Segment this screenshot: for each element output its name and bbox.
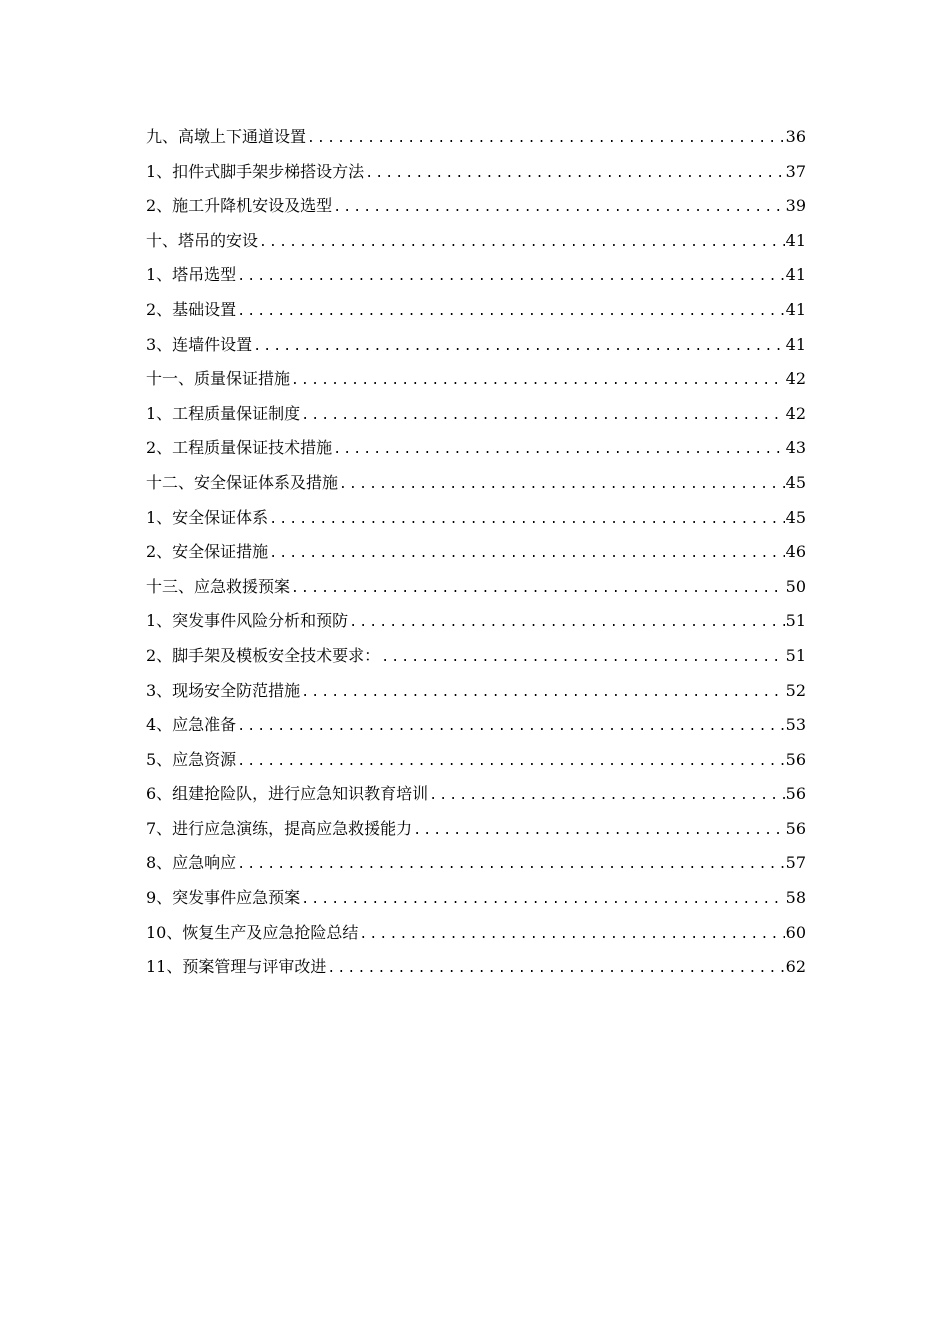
toc-entry-page: 41 [785,265,806,285]
toc-entry-page: 56 [785,818,806,838]
toc-entry[interactable] [146,260,806,295]
toc-entry-title: 十、塔吊的安设 [146,230,259,250]
toc-entry-title: 5、应急资源 [146,749,237,769]
toc-entry-page: 57 [785,853,806,873]
toc-entry-page: 41 [785,299,806,319]
toc-dot-leader [237,747,784,777]
toc-entry[interactable] [146,191,806,226]
toc-entry-page: 46 [785,542,806,562]
toc-entry-page: 37 [785,161,806,181]
toc-entry-page: 52 [785,680,806,700]
toc-dot-leader [381,643,784,673]
toc-entry[interactable] [146,952,806,987]
toc-entry[interactable] [146,364,806,399]
toc-entry-page: 53 [785,715,806,735]
toc-entry-page: 42 [785,403,806,423]
toc-dot-leader [269,539,784,569]
toc-entry-page: 60 [785,922,806,942]
toc-entry-page: 45 [785,507,806,527]
toc-entry[interactable] [146,745,806,780]
toc-entry-page: 56 [785,749,806,769]
toc-entry[interactable] [146,433,806,468]
toc-dot-leader [413,816,784,846]
toc-dot-leader [429,781,784,811]
toc-entry[interactable] [146,503,806,538]
toc-dot-leader [333,193,784,223]
toc-entry-title: 1、工程质量保证制度 [146,403,301,423]
toc-dot-leader [359,920,784,950]
toc-dot-leader [291,366,785,396]
toc-entry[interactable] [146,676,806,711]
toc-entry[interactable] [146,779,806,814]
toc-entry-title: 九、高墩上下通道设置 [146,127,307,146]
toc-entry-title: 4、应急准备 [146,715,237,735]
toc-entry-title: 2、施工升降机安设及选型 [146,196,333,216]
toc-dot-leader [237,712,784,742]
toc-entry[interactable] [146,122,806,157]
toc-dot-leader [307,124,785,154]
toc-entry-page: 56 [785,784,806,804]
toc-entry-title: 7、进行应急演练，提高应急救援能力 [146,818,413,838]
toc-entry-page: 41 [785,334,806,354]
toc-entry-title: 1、安全保证体系 [146,507,269,527]
toc-entry-page: 51 [785,645,806,665]
toc-entry-page: 62 [785,957,806,977]
toc-entry-page: 45 [785,472,806,492]
toc-dot-leader [349,608,784,638]
toc-entry[interactable] [146,814,806,849]
toc-entry-title: 3、现场安全防范措施 [146,680,301,700]
toc-entry-title: 1、塔吊选型 [146,265,237,285]
toc-dot-leader [259,228,785,258]
toc-entry-title: 十三、应急救援预案 [146,576,291,596]
toc-entry[interactable] [146,537,806,572]
toc-entry[interactable] [146,848,806,883]
toc-entry[interactable] [146,883,806,918]
toc-entry-title: 1、突发事件风险分析和预防 [146,611,349,631]
toc-entry[interactable] [146,918,806,953]
toc-entry-title: 10、恢复生产及应急抢险总结 [146,922,359,942]
toc-entry[interactable] [146,330,806,365]
toc-entry-page: 51 [785,611,806,631]
toc-entry-page: 43 [785,438,806,458]
toc-entry-title: 3、连墙件设置 [146,334,253,354]
toc-dot-leader [365,159,784,189]
toc-entry-title: 11、预案管理与评审改进 [146,957,327,977]
toc-entry-title: 6、组建抢险队，进行应急知识教育培训 [146,784,429,804]
toc-dot-leader [237,297,784,327]
toc-dot-leader [269,505,784,535]
toc-entry[interactable] [146,710,806,745]
toc-entry-title: 8、应急响应 [146,853,237,873]
toc-entry-title: 十二、安全保证体系及措施 [146,472,339,492]
toc-dot-leader [301,678,784,708]
toc-dot-leader [301,885,784,915]
toc-entry-page: 39 [785,196,806,216]
toc-entry-title: 9、突发事件应急预案 [146,888,301,908]
toc-dot-leader [339,470,785,500]
toc-dot-leader [237,850,784,880]
toc-entry[interactable] [146,295,806,330]
toc-dot-leader [237,262,784,292]
toc-entry-page: 58 [785,888,806,908]
toc-dot-leader [253,332,784,362]
toc-entry[interactable] [146,157,806,192]
toc-entry-title: 1、扣件式脚手架步梯搭设方法 [146,161,365,181]
toc-entry[interactable] [146,399,806,434]
toc-entry-page: 42 [785,369,806,389]
toc-entry[interactable] [146,606,806,641]
toc-dot-leader [333,435,784,465]
table-of-contents [146,122,806,987]
toc-entry-page: 36 [785,127,806,146]
toc-entry[interactable] [146,641,806,676]
toc-entry[interactable] [146,226,806,261]
toc-entry-title: 2、安全保证措施 [146,542,269,562]
toc-dot-leader [327,954,784,984]
toc-dot-leader [301,401,784,431]
toc-dot-leader [291,574,785,604]
toc-entry-page: 50 [785,576,806,596]
toc-entry-title: 2、工程质量保证技术措施 [146,438,333,458]
toc-entry-title: 2、基础设置 [146,299,237,319]
toc-entry-title: 十一、质量保证措施 [146,369,291,389]
toc-entry-page: 41 [785,230,806,250]
toc-entry-title: 2、脚手架及模板安全技术要求： [146,645,381,665]
toc-entry[interactable] [146,468,806,503]
toc-entry[interactable] [146,572,806,607]
